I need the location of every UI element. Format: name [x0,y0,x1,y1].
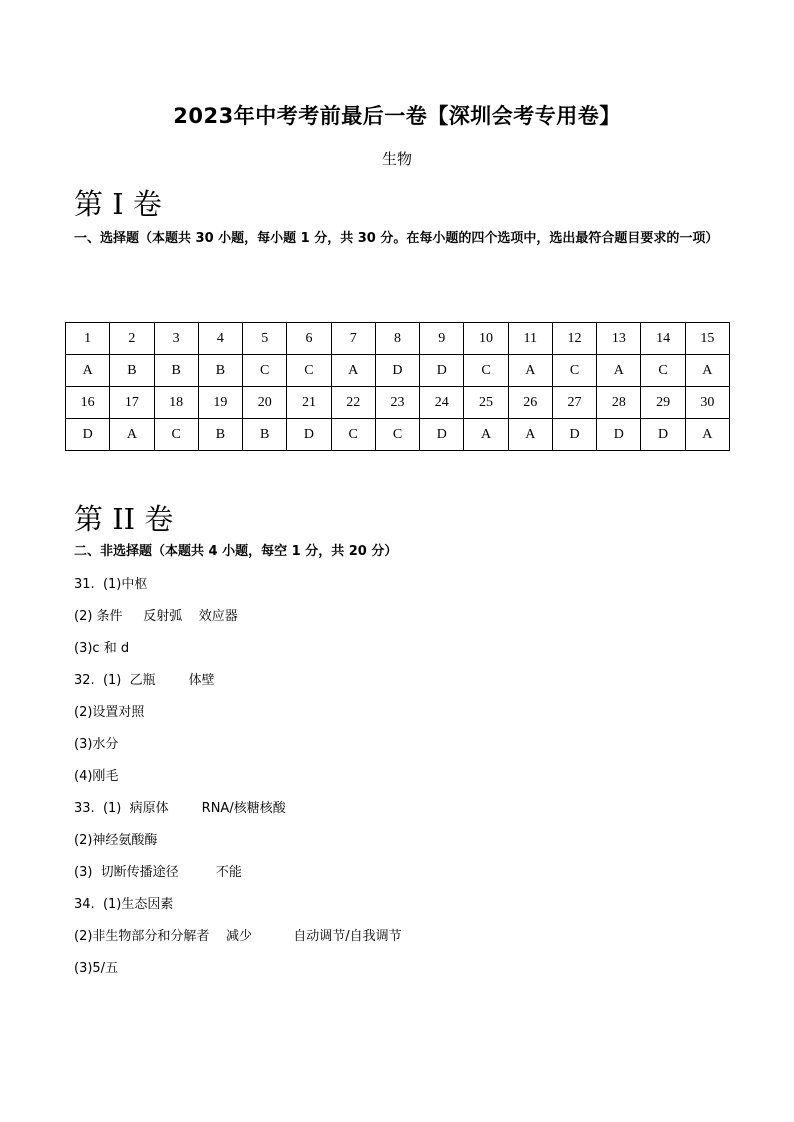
answer-cell: A [66,355,110,387]
question-number-cell: 2 [110,323,154,355]
page-title: 2023年中考考前最后一卷【深圳会考专用卷】 [173,104,621,128]
question-number-cell: 21 [287,387,331,419]
question-number-cell: 13 [597,323,641,355]
answer-cell: A [508,419,552,451]
free-response-instruction: 二、非选择题（本题共 4 小题，每空 1 分，共 20 分） [74,544,398,559]
answer-cell: D [552,419,596,451]
answer-line: (2)神经氨酸酶 [74,833,158,848]
answer-line: 33. (1) 病原体 RNA/核糖核酸 [74,801,286,816]
answer-line: (4)刚毛 [74,769,119,784]
question-number-cell: 4 [198,323,242,355]
answer-cell: B [154,355,198,387]
multiple-choice-answer-table [65,322,730,451]
question-number-cell: 27 [552,387,596,419]
question-number-cell: 30 [685,387,729,419]
answer-cell: B [198,355,242,387]
answer-line: (3)c 和 d [74,641,130,656]
answer-cell: B [243,419,287,451]
answer-cell: A [110,419,154,451]
question-number-cell: 18 [154,387,198,419]
question-number-cell: 1 [66,323,110,355]
question-number-row [66,387,730,419]
subject-label: 生物 [381,150,412,168]
question-number-cell: 26 [508,387,552,419]
answer-cell: A [685,355,729,387]
question-number-cell: 20 [243,387,287,419]
question-number-cell: 6 [287,323,331,355]
answer-cell: C [641,355,685,387]
answer-row [66,419,730,451]
question-number-cell: 14 [641,323,685,355]
answer-line: (2)非生物部分和分解者 减少 自动调节/自我调节 [74,929,402,944]
answer-cell: D [641,419,685,451]
answer-cell: A [464,419,508,451]
answer-line: (3) 切断传播途径 不能 [74,865,242,880]
question-number-cell: 24 [420,387,464,419]
question-number-cell: 9 [420,323,464,355]
part-one-heading: 第 I 卷 [74,187,162,221]
answer-line: 31. (1)中枢 [74,577,148,592]
answer-cell: D [597,419,641,451]
question-number-row [66,323,730,355]
question-number-cell: 12 [552,323,596,355]
answer-cell: D [375,355,419,387]
answer-cell: B [198,419,242,451]
question-number-cell: 5 [243,323,287,355]
question-number-cell: 10 [464,323,508,355]
answer-cell: D [287,419,331,451]
answer-line: 32. (1) 乙瓶 体壁 [74,673,215,688]
answer-cell: A [685,419,729,451]
answer-cell: C [287,355,331,387]
answer-cell: C [243,355,287,387]
answer-cell: C [552,355,596,387]
answer-cell: C [464,355,508,387]
answer-line: (3)5/五 [74,961,119,976]
question-number-cell: 3 [154,323,198,355]
answer-cell: A [597,355,641,387]
answer-line: (2) 条件 反射弧 效应器 [74,609,238,624]
answer-cell: C [375,419,419,451]
question-number-cell: 15 [685,323,729,355]
question-number-cell: 29 [641,387,685,419]
question-number-cell: 7 [331,323,375,355]
answer-cell: D [420,419,464,451]
multiple-choice-instruction: 一、选择题（本题共 30 小题，每小题 1 分，共 30 分。在每小题的四个选项中，选出最符合题目要求的一项） [74,231,719,246]
answer-cell: A [508,355,552,387]
answer-line: 34. (1)生态因素 [74,897,174,912]
question-number-cell: 16 [66,387,110,419]
answer-row [66,355,730,387]
answer-line: (2)设置对照 [74,705,145,720]
answer-cell: C [154,419,198,451]
answer-cell: D [420,355,464,387]
question-number-cell: 23 [375,387,419,419]
question-number-cell: 28 [597,387,641,419]
question-number-cell: 19 [198,387,242,419]
answer-cell: B [110,355,154,387]
question-number-cell: 22 [331,387,375,419]
answer-cell: D [66,419,110,451]
answer-cell: C [331,419,375,451]
answer-cell: A [331,355,375,387]
answer-line: (3)水分 [74,737,119,752]
question-number-cell: 8 [375,323,419,355]
question-number-cell: 11 [508,323,552,355]
question-number-cell: 17 [110,387,154,419]
part-two-heading: 第 II 卷 [74,502,174,536]
free-response-answers [74,569,734,985]
question-number-cell: 25 [464,387,508,419]
